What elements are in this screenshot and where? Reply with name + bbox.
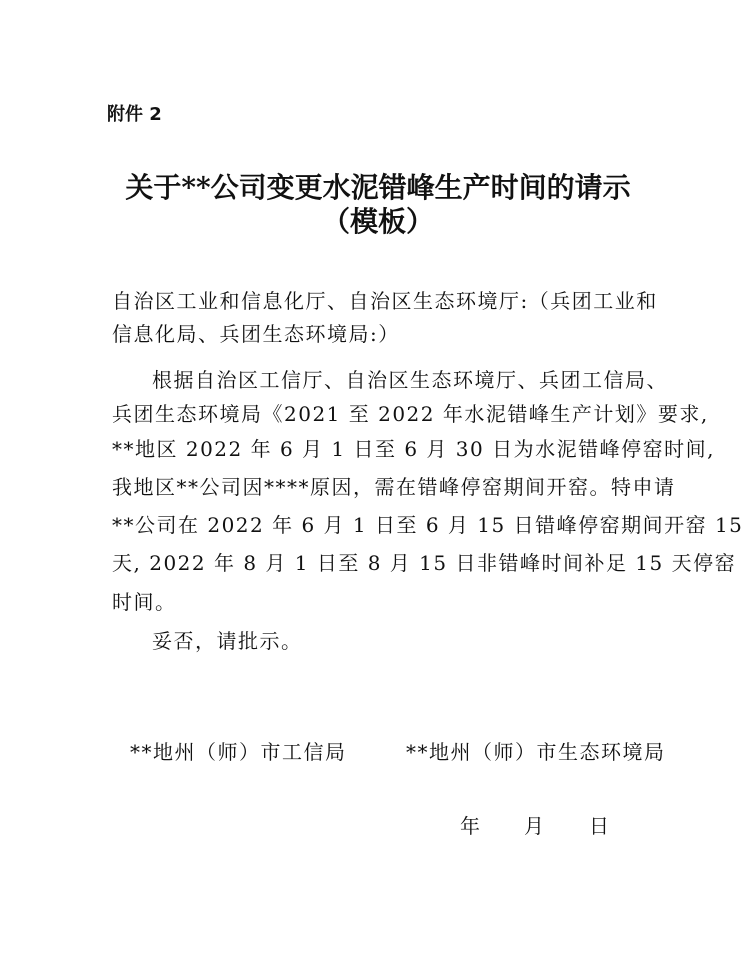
body-line: 我地区**公司因****原因，需在错峰停窑期间开窑。特申请 (112, 475, 676, 499)
body-line: 根据自治区工信厅、自治区生态环境厅、兵团工信局、 (152, 368, 668, 392)
body-line: **公司在 2022 年 6 月 1 日至 6 月 15 日错峰停窑期间开窑 15 (112, 513, 744, 537)
attachment-label: 附件 2 (107, 104, 162, 125)
date-year: 年 (460, 814, 482, 838)
document-title-subtitle: （模板） (321, 205, 434, 238)
body-line: 时间。 (112, 590, 177, 614)
body-line: 天, 2022 年 8 月 1 日至 8 月 15 日非错峰时间补足 15 天停窑 (112, 551, 737, 575)
date-day: 日 (589, 814, 611, 838)
body-line: **地区 2022 年 6 月 1 日至 6 月 30 日为水泥错峰停窑时间, (112, 437, 715, 461)
document-title: 关于**公司变更水泥错峰生产时间的请示 (125, 171, 631, 204)
signature-left: **地州（师）市工信局 (130, 740, 347, 764)
signature-right: **地州（师）市生态环境局 (406, 740, 666, 764)
addressee-line: 自治区工业和信息化厅、自治区生态环境厅:（兵团工业和 (112, 289, 658, 313)
date-month: 月 (524, 814, 546, 838)
closing-text: 妥否，请批示。 (152, 629, 303, 653)
addressee-line: 信息化局、兵团生态环境局:） (112, 322, 400, 346)
body-line: 兵团生态环境局《2021 至 2022 年水泥错峰生产计划》要求, (112, 402, 709, 426)
